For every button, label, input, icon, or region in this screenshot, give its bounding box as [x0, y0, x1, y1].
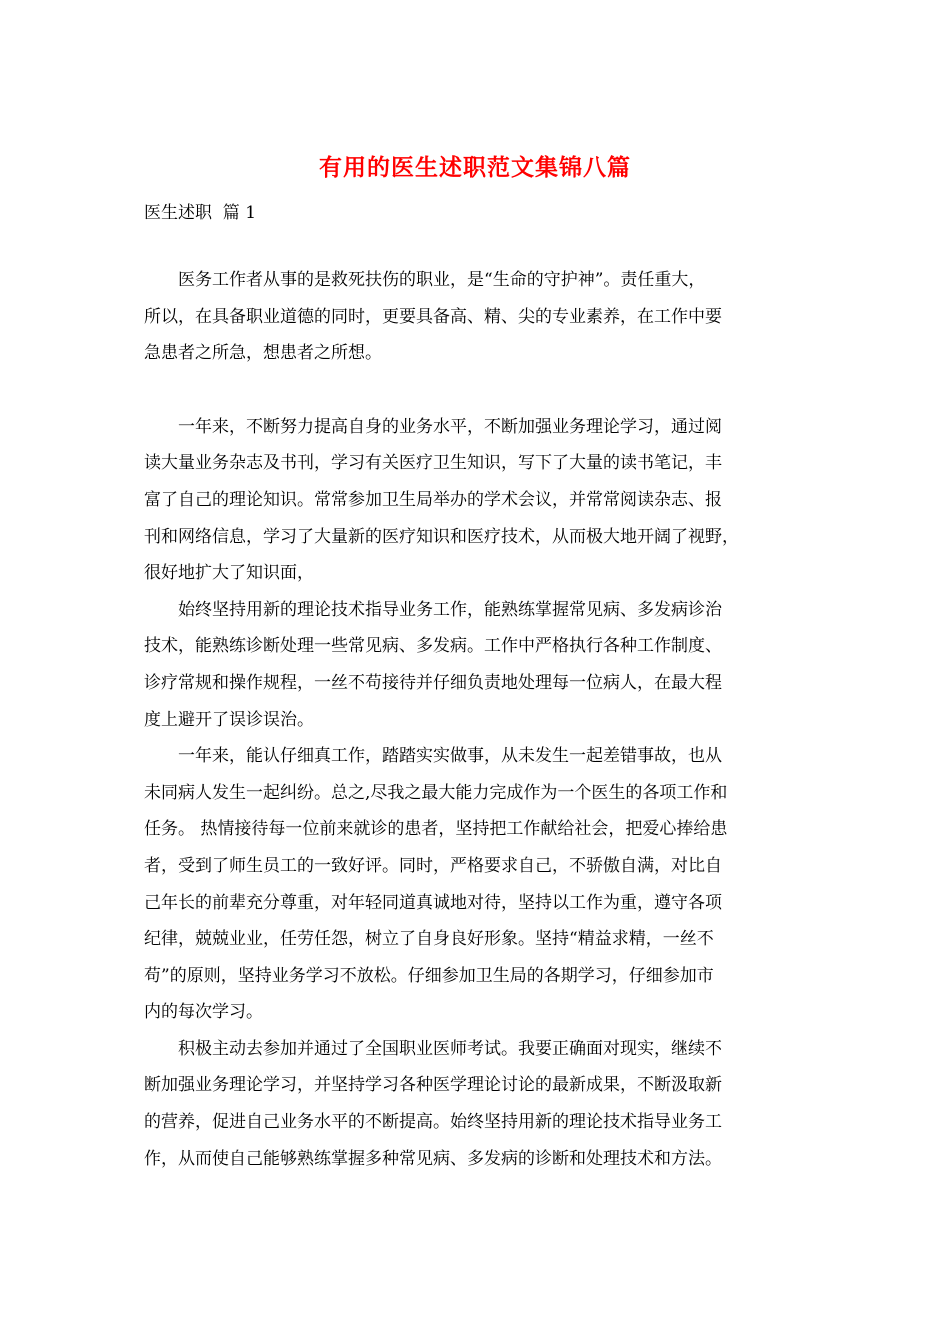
paragraph-2 [144, 409, 809, 592]
paragraph-3 [144, 592, 809, 738]
paragraph-line: 一年来，能认仔细真工作，踏踏实实做事，从未发生一起差错事故，也从 [144, 746, 722, 767]
paragraph-line: 诊疗常规和操作规程，一丝不苟接待并仔细负责地处理每一位病人，在最大程 [144, 672, 722, 693]
paragraph-line: 很好地扩大了知识面， [144, 563, 314, 584]
paragraph-line: 作，从而使自己能够熟练掌握多种常见病、多发病的诊断和处理技术和方法。 [144, 1148, 722, 1169]
paragraph-line: 的营养，促进自己业务水平的不断提高。始终坚持用新的理论技术指导业务工 [144, 1112, 722, 1133]
paragraph-4 [144, 738, 809, 1031]
paragraph-line: 任务。 热情接待每一位前来就诊的患者，坚持把工作献给社会，把爱心捧给患 [144, 819, 728, 840]
paragraph-spacer [144, 372, 809, 409]
paragraph-line: 内的每次学习。 [144, 1002, 263, 1023]
paragraph-line: 苟”的原则，坚持业务学习不放松。仔细参加卫生局的各期学习，仔细参加市 [144, 965, 714, 986]
document-body [144, 262, 809, 1177]
paragraph-line: 急患者之所急，想患者之所想。 [144, 343, 382, 364]
paragraph-line: 技术，能熟练诊断处理一些常见病、多发病。工作中严格执行各种工作制度、 [144, 636, 722, 657]
paragraph-line: 一年来，不断努力提高自身的业务水平，不断加强业务理论学习，通过阅 [144, 416, 722, 437]
paragraph-line: 断加强业务理论学习，并坚持学习各种医学理论讨论的最新成果，不断汲取新 [144, 1075, 722, 1096]
paragraph-line: 读大量业务杂志及书刊，学习有关医疗卫生知识，写下了大量的读书笔记，丰 [144, 453, 722, 474]
paragraph-line: 医务工作者从事的是救死扶伤的职业，是“生命的守护神”。责任重大， [144, 270, 706, 290]
paragraph-1 [144, 262, 809, 372]
paragraph-line: 未同病人发生一起纠纷。总之,尽我之最大能力完成作为一个医生的各项工作和 [144, 782, 728, 803]
paragraph-line: 所以，在具备职业道德的同时，更要具备高、精、尖的专业素养，在工作中要 [144, 306, 722, 327]
paragraph-line: 纪律，兢兢业业，任劳任怨，树立了自身良好形象。坚持“精益求精，一丝不 [144, 929, 714, 950]
paragraph-line: 度上避开了误诊误治。 [144, 709, 314, 730]
document-title: 有用的医生述职范文集锦八篇 [319, 154, 631, 181]
section-heading: 医生述职 篇 1 [144, 203, 257, 223]
paragraph-line: 刊和网络信息，学习了大量新的医疗知识和医疗技术，从而极大地开阔了视野， [144, 526, 739, 547]
paragraph-line: 始终坚持用新的理论技术指导业务工作，能熟练掌握常见病、多发病诊治 [144, 599, 722, 620]
paragraph-5 [144, 1031, 809, 1177]
paragraph-line: 者，受到了师生员工的一致好评。同时，严格要求自己，不骄傲自满，对比自 [144, 855, 722, 876]
paragraph-line: 富了自己的理论知识。常常参加卫生局举办的学术会议，并常常阅读杂志、报 [144, 489, 722, 510]
paragraph-line: 己年长的前辈充分尊重，对年轻同道真诚地对待，坚持以工作为重，遵守各项 [144, 892, 722, 913]
paragraph-line: 积极主动去参加并通过了全国职业医师考试。我要正确面对现实，继续不 [144, 1038, 722, 1059]
